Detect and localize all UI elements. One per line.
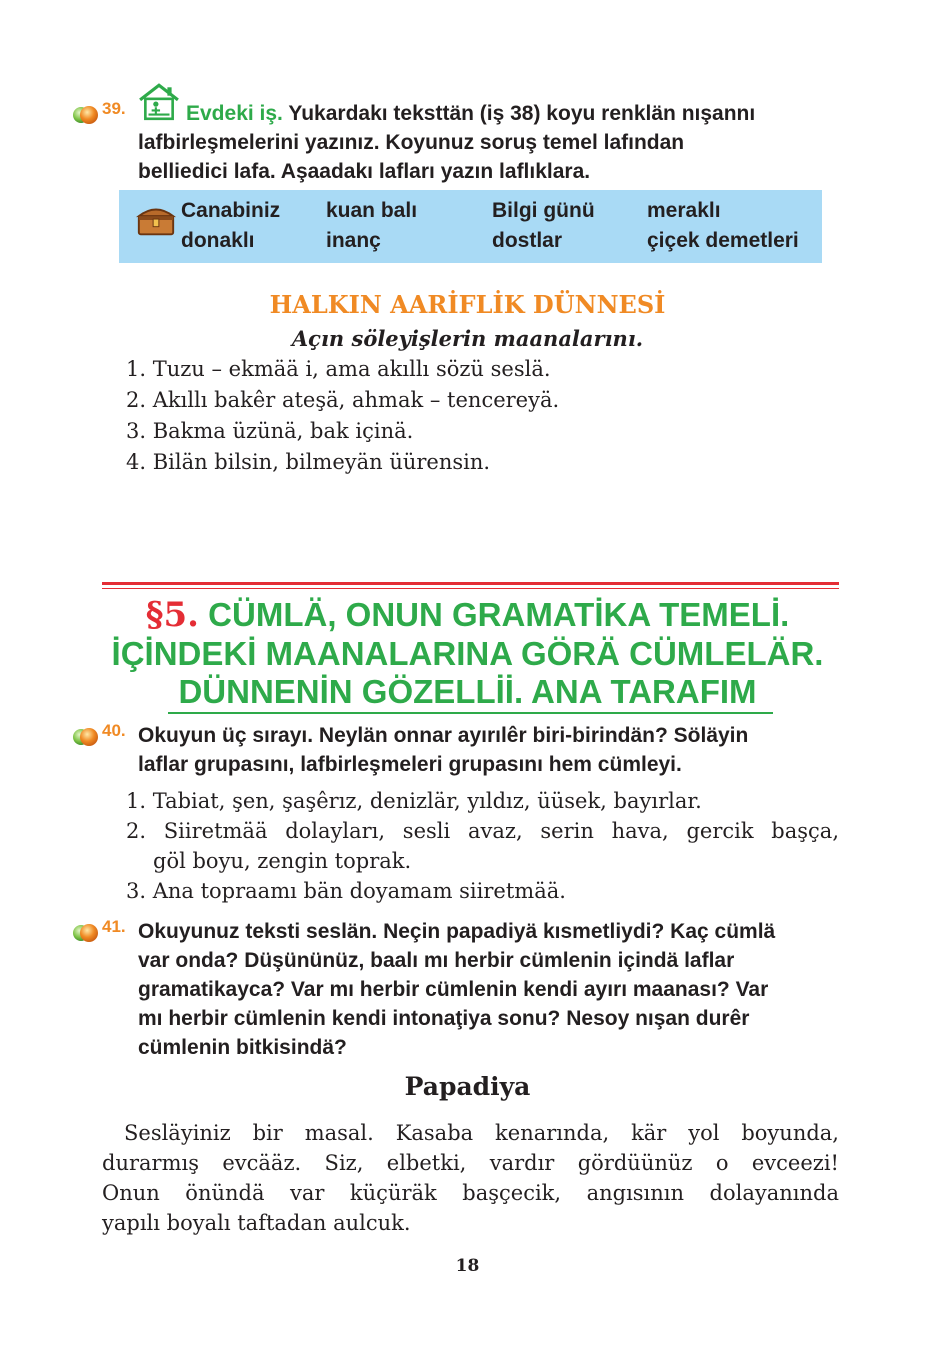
list-item: 3. Bakma üzünä, bak içinä. xyxy=(126,419,414,443)
exercise-39-line-1 xyxy=(138,99,842,128)
section-mark: §5. xyxy=(145,595,199,635)
vocab-word: çiçek demetleri xyxy=(647,229,799,252)
story-line: Sesläyiniz bir masal. Kasaba kenarında, kär yol boyunda, xyxy=(124,1121,839,1145)
list-item-continuation: göl boyu, zengin toprak. xyxy=(153,849,412,873)
exercise-39-instruction: Yukardakı teksttän (iş 38) koyu renklän nışannı xyxy=(288,102,756,125)
vocab-word: Canabiniz xyxy=(181,199,281,222)
exercise-41-line: gramatikayca? Var mı herbir cümlenin kendi ayırı maanası? Var xyxy=(138,978,769,1001)
vocab-word: dostlar xyxy=(492,229,563,252)
vocab-word: inanç xyxy=(326,229,381,252)
vocabulary-box xyxy=(119,190,822,263)
exercise-40-line-1: Okuyun üç sırayı. Neylän onnar ayırılêr biri-birindän? Söläyin xyxy=(138,724,749,747)
story-line: yapılı boyalı taftadan aulcuk. xyxy=(102,1211,411,1235)
exercise-number: 39. xyxy=(102,99,126,118)
list-item: 4. Bilän bilsin, bilmeyän üürensin. xyxy=(126,450,491,474)
exercise-39 xyxy=(72,99,842,189)
list-item: 1. Tabiat, şen, şaşêrız, denizlär, yıldız, üüsek, bayırlar. xyxy=(126,789,702,813)
exercise-number: 41. xyxy=(102,917,126,936)
exercise-40-line-2: laflar grupasını, lafbirleşmeleri grupasını hem cümleyi. xyxy=(138,753,682,776)
story-line: Onun önündä var küçüräk başçecik, angısının dolayanında xyxy=(102,1181,839,1205)
vocab-word: kuan balı xyxy=(326,199,418,222)
exercise-41-line: mı herbir cümlenin kendi intonaţiya sonu? Nesoy nışan durêr xyxy=(138,1007,750,1030)
exercise-bullet-icon xyxy=(72,105,100,125)
vocab-word: meraklı xyxy=(647,199,721,222)
treasure-chest-icon xyxy=(135,202,177,238)
list-item: 1. Tuzu – ekmää i, ama akıllı sözü seslä. xyxy=(126,357,551,381)
section-title-line-2: İÇİNDEKİ MAANALARINA GÖRÄ CÜMLELÄR. xyxy=(111,635,824,672)
story-title: Papadiya xyxy=(404,1072,531,1101)
list-item: 2. Akıllı bakêr ateşä, ahmak – tencereyä. xyxy=(126,388,560,412)
section-title-line-3: DÜNNENİN GÖZELLİİ. ANA TARAFIM xyxy=(178,673,757,710)
exercise-40-list xyxy=(126,786,839,906)
exercise-41 xyxy=(72,917,842,1067)
section-title-line-1 xyxy=(0,595,935,635)
exercise-39-line-2: lafbirleşmelerini yazınız. Koyunuz soruş temel lafından xyxy=(138,131,685,154)
exercise-40 xyxy=(72,721,842,781)
vocab-word: Bilgi günü xyxy=(492,199,595,222)
story-line: durarmış evcääz. Siz, elbetki, vardır gördüünüz o evceezi! xyxy=(102,1151,839,1175)
vocab-word: donaklı xyxy=(181,229,255,252)
homework-label: Evdeki iş. xyxy=(186,102,283,125)
exercise-39-line-3: belliedici lafa. Aşaadakı lafları yazın laflıklara. xyxy=(138,160,591,183)
folk-wisdom-list xyxy=(126,354,559,478)
list-item: 3. Ana topraamı bän doyamam siiretmää. xyxy=(126,879,566,903)
exercise-41-line: cümlenin bitkisindä? xyxy=(138,1036,347,1059)
exercise-41-line: var onda? Düşününüz, baalı mı herbir cümlenin içindä laflar xyxy=(138,949,735,972)
exercise-bullet-icon xyxy=(72,923,100,943)
exercise-number: 40. xyxy=(102,721,126,740)
section-heading: CÜMLÄ, ONUN GRAMATİKA TEMELİ. xyxy=(208,596,790,633)
folk-wisdom-title: HALKIN AARİFLİK DÜNNESİ xyxy=(269,290,666,319)
folk-wisdom-subtitle: Açın söleyişlerin maanalarını. xyxy=(291,326,644,351)
exercise-41-line: Okuyunuz teksti seslän. Neçin papadiyä kısmetliydi? Kaç cümlä xyxy=(138,920,776,943)
page-number: 18 xyxy=(455,1256,480,1276)
section-divider xyxy=(102,588,839,589)
section-divider xyxy=(102,582,839,585)
list-item: 2. Siiretmää dolayları, sesli avaz, serin hava, gercik başça, xyxy=(126,819,839,843)
exercise-bullet-icon xyxy=(72,727,100,747)
section-title-underline xyxy=(168,712,773,714)
story-text xyxy=(102,1118,839,1238)
